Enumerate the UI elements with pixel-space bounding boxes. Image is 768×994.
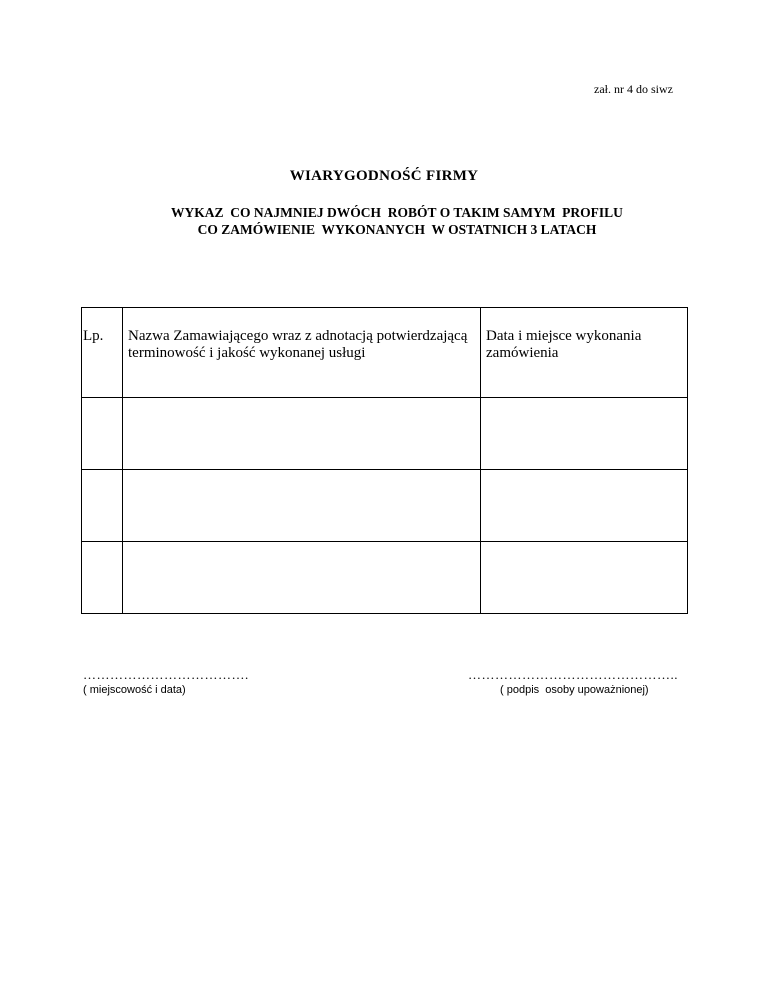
document-title: WIARYGODNOŚĆ FIRMY (289, 168, 479, 184)
cell-date-place[interactable] (481, 542, 688, 614)
cell-client-name[interactable] (123, 398, 481, 470)
place-date-caption: ( miejscowość i data) (83, 684, 186, 696)
subtitle-line-2: CO ZAMÓWIENIE WYKONANYCH W OSTATNICH 3 LATACH (197, 222, 597, 237)
works-table (81, 307, 688, 614)
header-lp: Lp. (82, 308, 123, 398)
cell-date-place[interactable] (481, 470, 688, 542)
cell-client-name[interactable] (123, 542, 481, 614)
signature-dotted-line: ……………………………………….. (468, 667, 678, 682)
attachment-note: zał. nr 4 do siwz (594, 82, 673, 96)
document-subtitle (110, 204, 684, 238)
cell-lp[interactable] (82, 542, 123, 614)
place-date-dotted-line: ………………………………. (83, 667, 249, 682)
signature-caption: ( podpis osoby upoważnionej) (500, 684, 649, 696)
table-row (82, 542, 688, 614)
table-row (82, 398, 688, 470)
cell-lp[interactable] (82, 470, 123, 542)
cell-client-name[interactable] (123, 470, 481, 542)
subtitle-line-1: WYKAZ CO NAJMNIEJ DWÓCH ROBÓT O TAKIM SAMYM PROFILU (171, 205, 623, 220)
cell-lp[interactable] (82, 398, 123, 470)
header-client-name: Nazwa Zamawiającego wraz z adnotacją potwierdzającą terminowość i jakość wykonanej usługi (123, 308, 481, 398)
header-date-place: Data i miejsce wykonania zamówienia (481, 308, 688, 398)
cell-date-place[interactable] (481, 398, 688, 470)
table-row (82, 470, 688, 542)
table-header-row (82, 308, 688, 398)
